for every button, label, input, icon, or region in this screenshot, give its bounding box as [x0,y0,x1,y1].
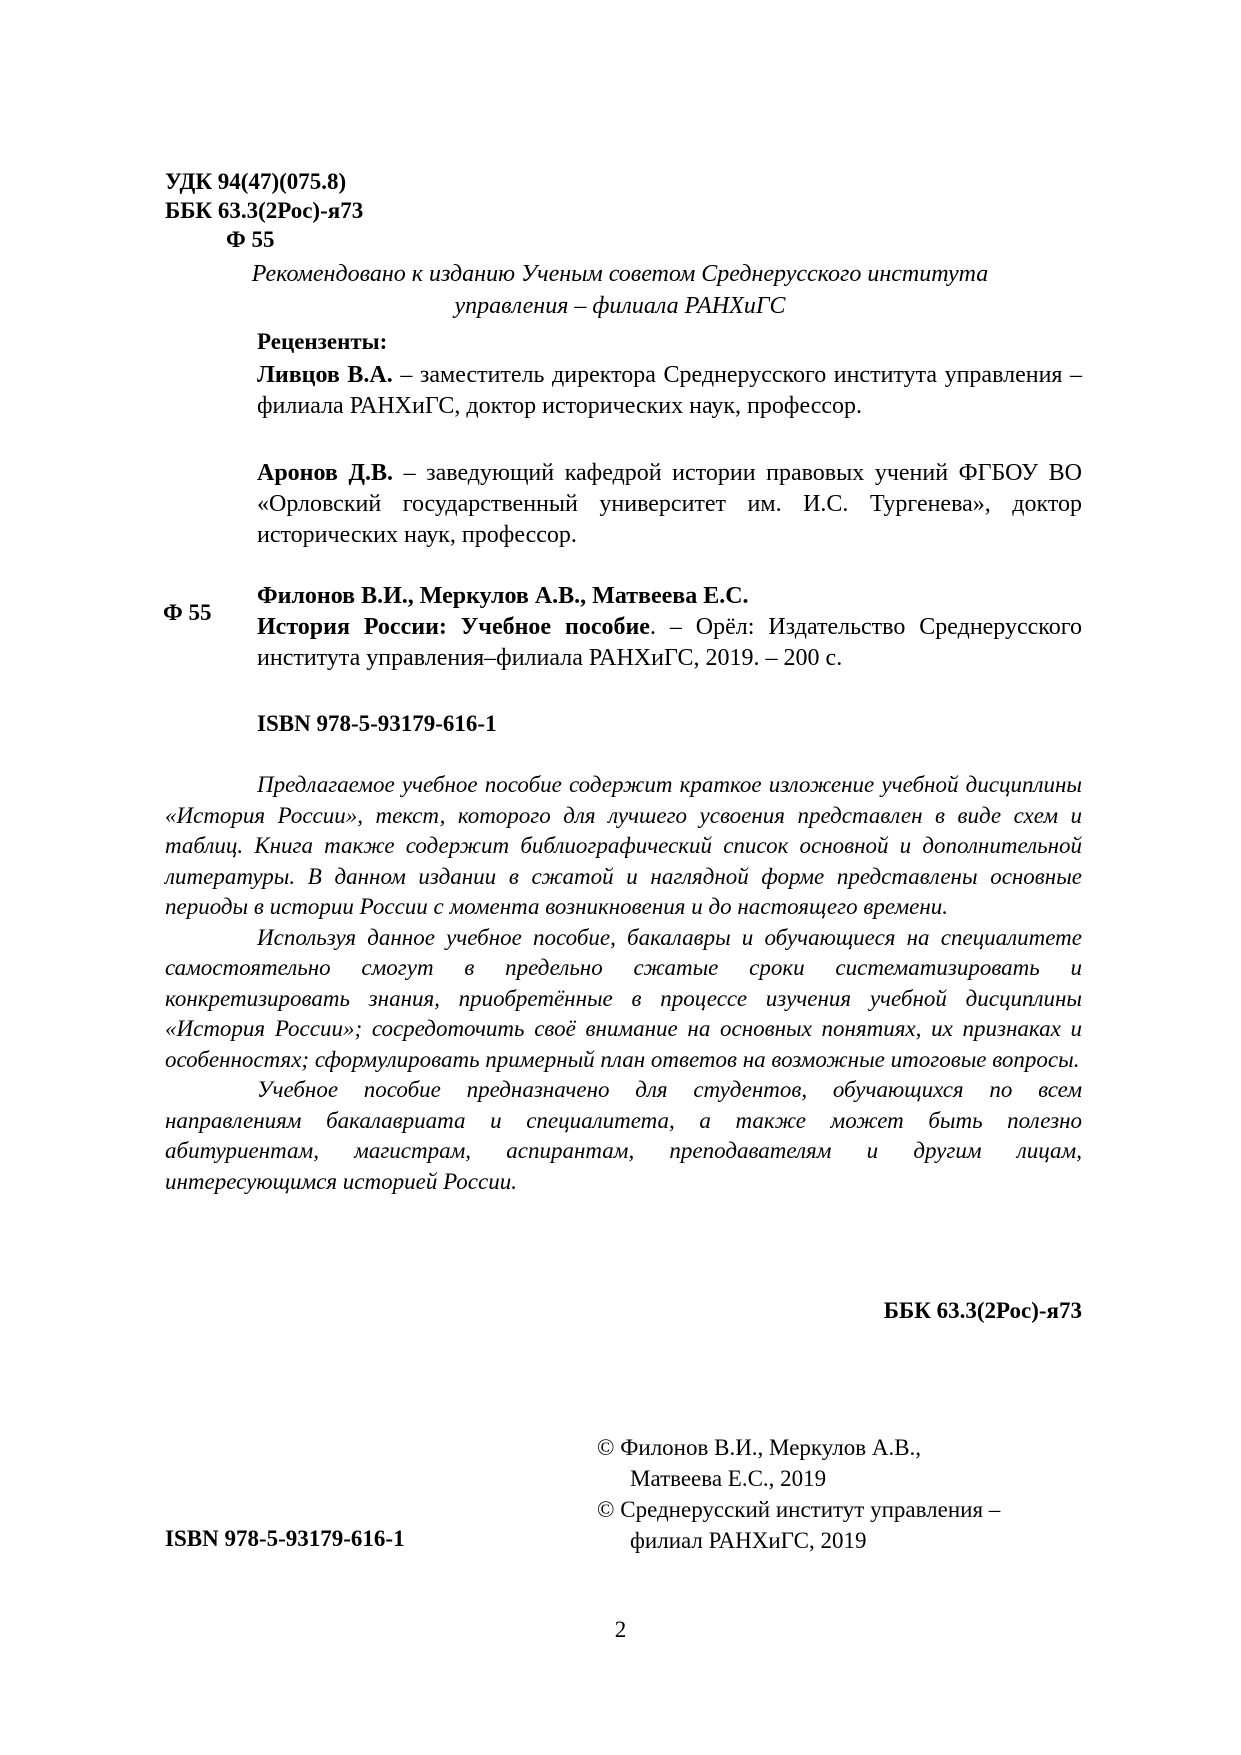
author-mark: Ф 55 [226,227,275,252]
reviewer-1-name: Ливцов В.А. [257,362,393,388]
bib-authors: Филонов В.И., Меркулов А.В., Матвеева Е.С. [257,583,749,609]
udk-code: УДК 94(47)(075.8) [165,169,347,194]
copyright-block [597,1432,1000,1556]
bib-isbn: ISBN 978-5-93179-616-1 [257,711,497,736]
copyright-line-1: © Филонов В.И., Меркулов А.В., [597,1435,922,1460]
isbn-footer: ISBN 978-5-93179-616-1 [165,1526,405,1551]
reviewer-2-text: – заведующий кафедрой истории правовых учений ФГБОУ ВО «Орловский государственный университет им. И.С. Тургенева», доктор исторических наук, профессор. [257,460,1083,548]
bib-details: . – Орёл: Издательство Среднерусского института управления–филиала РАНХиГС, 2019. – 200 с. [257,614,1082,671]
bib-author-mark: Ф 55 [163,600,212,625]
page-number: 2 [614,1617,627,1642]
reviewer-1-text: – заместитель директора Среднерусского института управления – филиала РАНХиГС, доктор исторических наук, профессор. [257,362,1082,419]
reviewer-2 [257,458,1082,551]
copyright-line-3: © Среднерусский институт управления – [597,1497,1001,1522]
copyright-line-4: филиал РАНХиГС, 2019 [630,1528,867,1553]
reviewers-heading: Рецензенты: [257,329,388,354]
reviewer-1 [257,360,1082,422]
annotation-paragraph-1: Предлагаемое учебное пособие содержит краткое изложение учебной дисциплины «История России», текст, которого для лучшего усвоения представлен в виде схем и таблиц. Книга также содержит библиографический список основной и дополнительной литературы. В данном издании в сжатой и наглядной форме представлены основные периоды в истории России с момента возникновения и до настоящего времени. [165,772,1082,919]
annotation-paragraph-2: Используя данное учебное пособие, бакалавры и обучающиеся на специалитете самостоятельно смогут в предельно сжатые сроки систематизировать и конкретизировать знания, приобретённые в процессе изучения учебной дисциплины «История России»; сосредоточить своё внимание на основных понятиях, их признаках и особенностях; сформулировать примерный план ответов на возможные итоговые вопросы. [165,924,1082,1072]
bib-title: История России: Учебное пособие [257,614,650,640]
reviewer-2-name: Аронов Д.В. [257,460,393,486]
recommendation [160,258,1080,322]
recommendation-line-1: Рекомендовано к изданию Ученым советом Среднерусского института [251,261,989,287]
bbk-footer: ББК 63.3(2Рос)-я73 [883,1298,1082,1323]
bib-description [257,612,1082,674]
recommendation-line-2: управления – филиала РАНХиГС [454,293,786,319]
annotation [165,770,1082,1197]
annotation-paragraph-3: Учебное пособие предназначено для студентов, обучающихся по всем направлениям бакалавриата и специалитета, а также может быть полезно абитуриентам, магистрам, аспирантам, преподавателям и другим лицам, интересующимся историей России. [165,1077,1082,1194]
bbk-code: ББК 63.3(2Рос)-я73 [165,198,364,223]
copyright-line-2: Матвеева Е.С., 2019 [630,1466,827,1491]
